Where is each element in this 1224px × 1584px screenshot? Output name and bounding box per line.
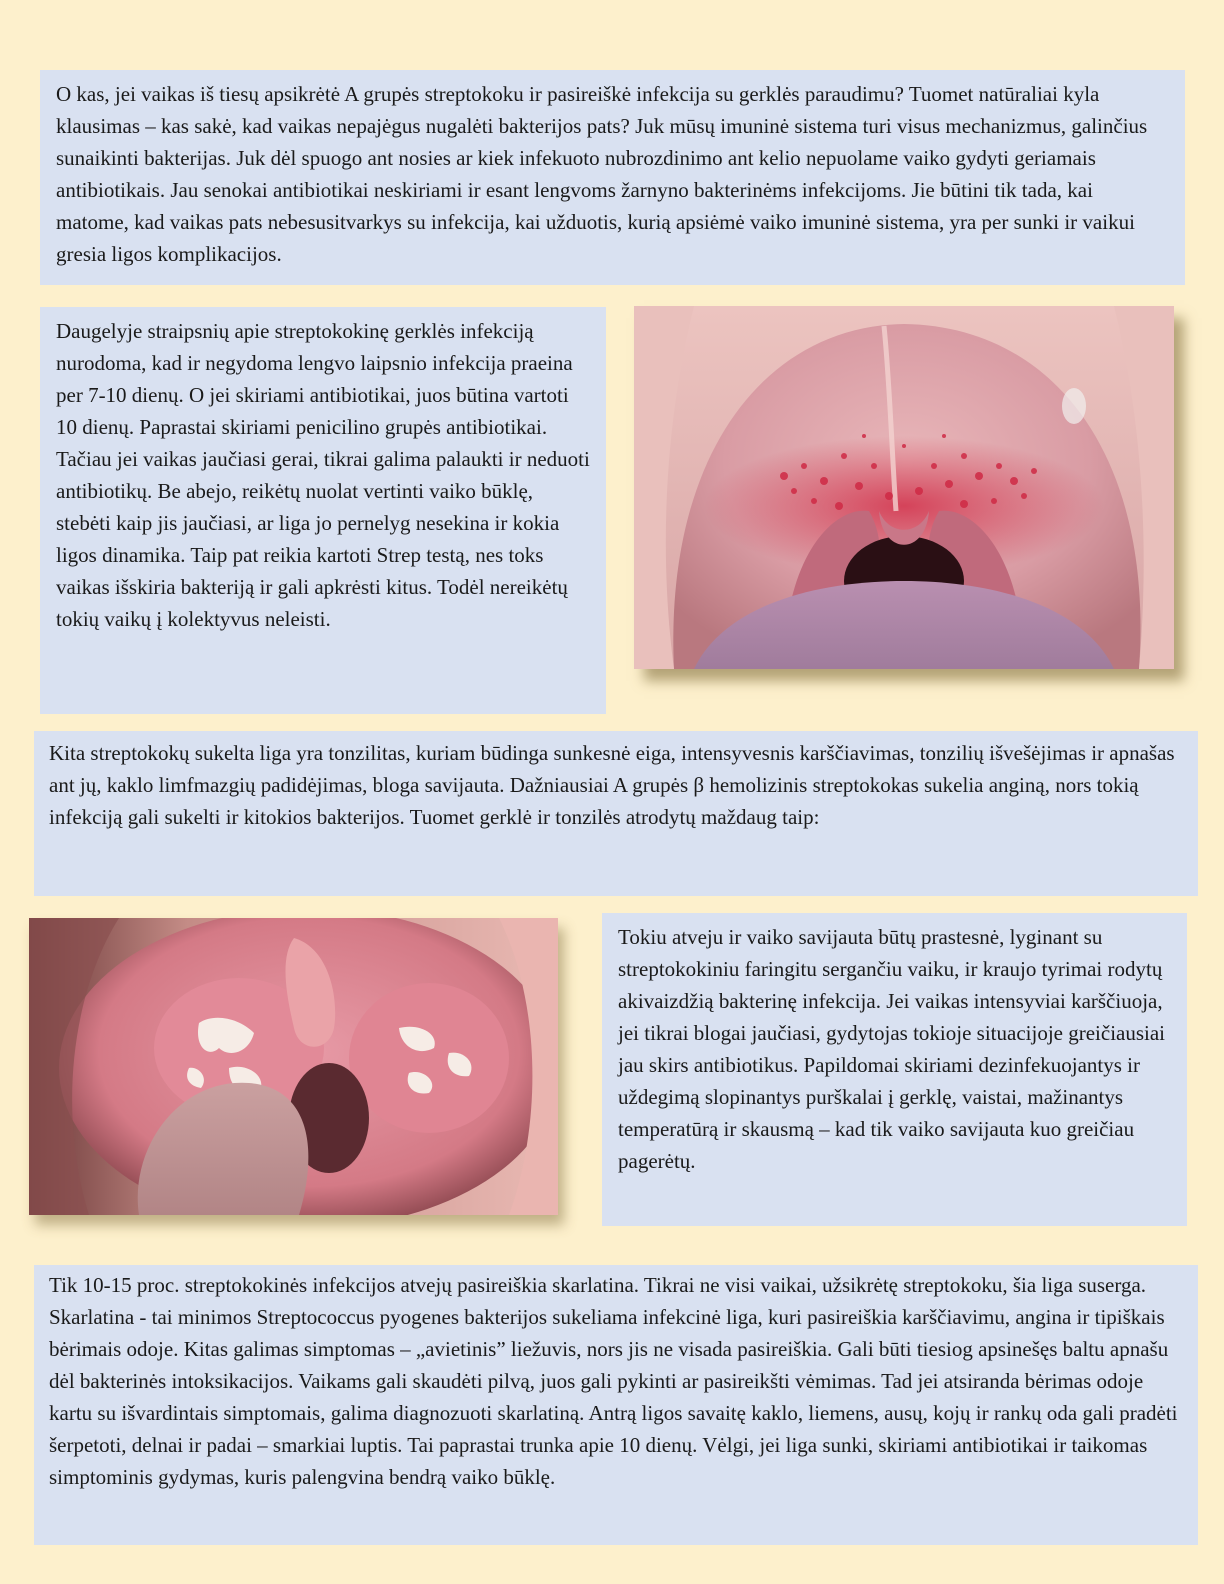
paragraph-3: Kita streptokokų sukelta liga yra tonzilitas, kuriam būdinga sunkesnė eiga, intensyvesnis karščiavimas, tonzilių išvešėjimas ir apnašas ant jų, kaklo limfmazgių padidėjimas, bloga savijauta. Dažniausiai A grupės β hemolizinis streptokokas sukelia anginą, nors tokią infekciją gali sukelti ir kitokios bakterijos. Tuomet gerklė ir tonzilės atrodytų maždaug taip: [49,741,1175,829]
tonsillitis-throat-photo [29,918,558,1215]
text-block-severe-case [602,913,1187,1226]
pharyngitis-throat-photo [634,306,1174,669]
paragraph-5: Tik 10-15 proc. streptokokinės infekcijos atvejų pasireiškia skarlatina. Tikrai ne visi vaikai, užsikrėtę streptokoku, šia liga suserga. Skarlatina - tai minimos Streptococcus pyogenes bakterijos sukeliama infekcinė liga, kuri pasireiškia karščiavimu, angina ir tipiškais bėrimais odoje. Kitas galimas simptomas – „avietinis” liežuvis, nors jis ne visada pasireiškia. Gali būti tiesiog apsinešęs baltu apnašu dėl bakterinės intoksikacijos. Vaikams gali skaudėti pilvą, juos gali pykinti ar pasireikšti vėmimas. Tad jei atsiranda bėrimas odoje kartu su išvardintais simptomais, galima diagnozuoti skarlatiną. Antrą ligos savaitę kaklo, liemens, ausų, kojų ir rankų oda gali pradėti šerpetoti, delnai ir padai – smarkiai luptis. Tai paprastai trunka apie 10 dienų. Vėlgi, jei liga sunki, skiriami antibiotikai ir taikomas simptominis gydymas, kuris palengvina bendrą vaiko būklę. [49,1273,1178,1489]
paragraph-4: Tokiu atveju ir vaiko savijauta būtų prastesnė, lyginant su streptokokiniu faringitu sergančiu vaiku, ir kraujo tyrimai rodytų akivaizdžią bakterinę infekcija. Jei vaikas intensyviai karščiuoja, jei tikrai blogai jaučiasi, gydytojas tokioje situacijoje greičiausiai jau skirs antibiotikus. Papildomai skiriami dezinfekuojantys ir uždegimą slopinantys purškalai į gerklę, vaistai, mažinantys temperatūrą ir skausmą – kad tik vaiko savijauta kuo greičiau pagerėtų. [618,925,1166,1173]
text-block-treatment [40,307,606,714]
paragraph-1: O kas, jei vaikas iš tiesų apsikrėtė A grupės streptokoku ir pasireiškė infekcija su gerklės paraudimu? Tuomet natūraliai kyla klausimas – kas sakė, kad vaikas nepajėgus nugalėti bakterijos pats? Juk mūsų imuninė sistema turi visus mechanizmus, galinčius sunaikinti bakterijas. Juk dėl spuogo ant nosies ar kiek infekuoto nubrozdinimo ant kelio nepuolame vaiko gydyti geriamais antibiotikais. Jau senokai antibiotikai neskiriami ir esant lengvoms žarnyno bakterinėms infekcijoms. Jie būtini tik tada, kai matome, kad vaikas pats nebesusitvarkys su infekcija, kai užduotis, kurią apsiėmė vaiko imuninė sistema, yra per sunki ir vaikui gresia ligos komplikacijos. [56,82,1148,266]
paragraph-2: Daugelyje straipsnių apie streptokokinę gerklės infekciją nurodoma, kad ir negydoma lengvo laipsnio infekcija praeina per 7-10 dienų. O jei skiriami antibiotikai, juos būtina vartoti 10 dienų. Paprastai skiriami penicilino grupės antibiotikai. Tačiau jei vaikas jaučiasi gerai, tikrai galima palaukti ir neduoti antibiotikų. Be abejo, reikėtų nuolat vertinti vaiko būklę, stebėti kaip jis jaučiasi, ar liga jo pernelyg nesekina ir kokia ligos dinamika. Taip pat reikia kartoti Strep testą, nes toks vaikas išskiria bakteriją ir gali apkrėsti kitus. Todėl nereikėtų tokių vaikų į kolektyvus neleisti. [56,319,590,631]
text-block-scarlet-fever [34,1265,1198,1545]
text-block-intro [40,70,1185,285]
text-block-tonsillitis [34,731,1198,896]
